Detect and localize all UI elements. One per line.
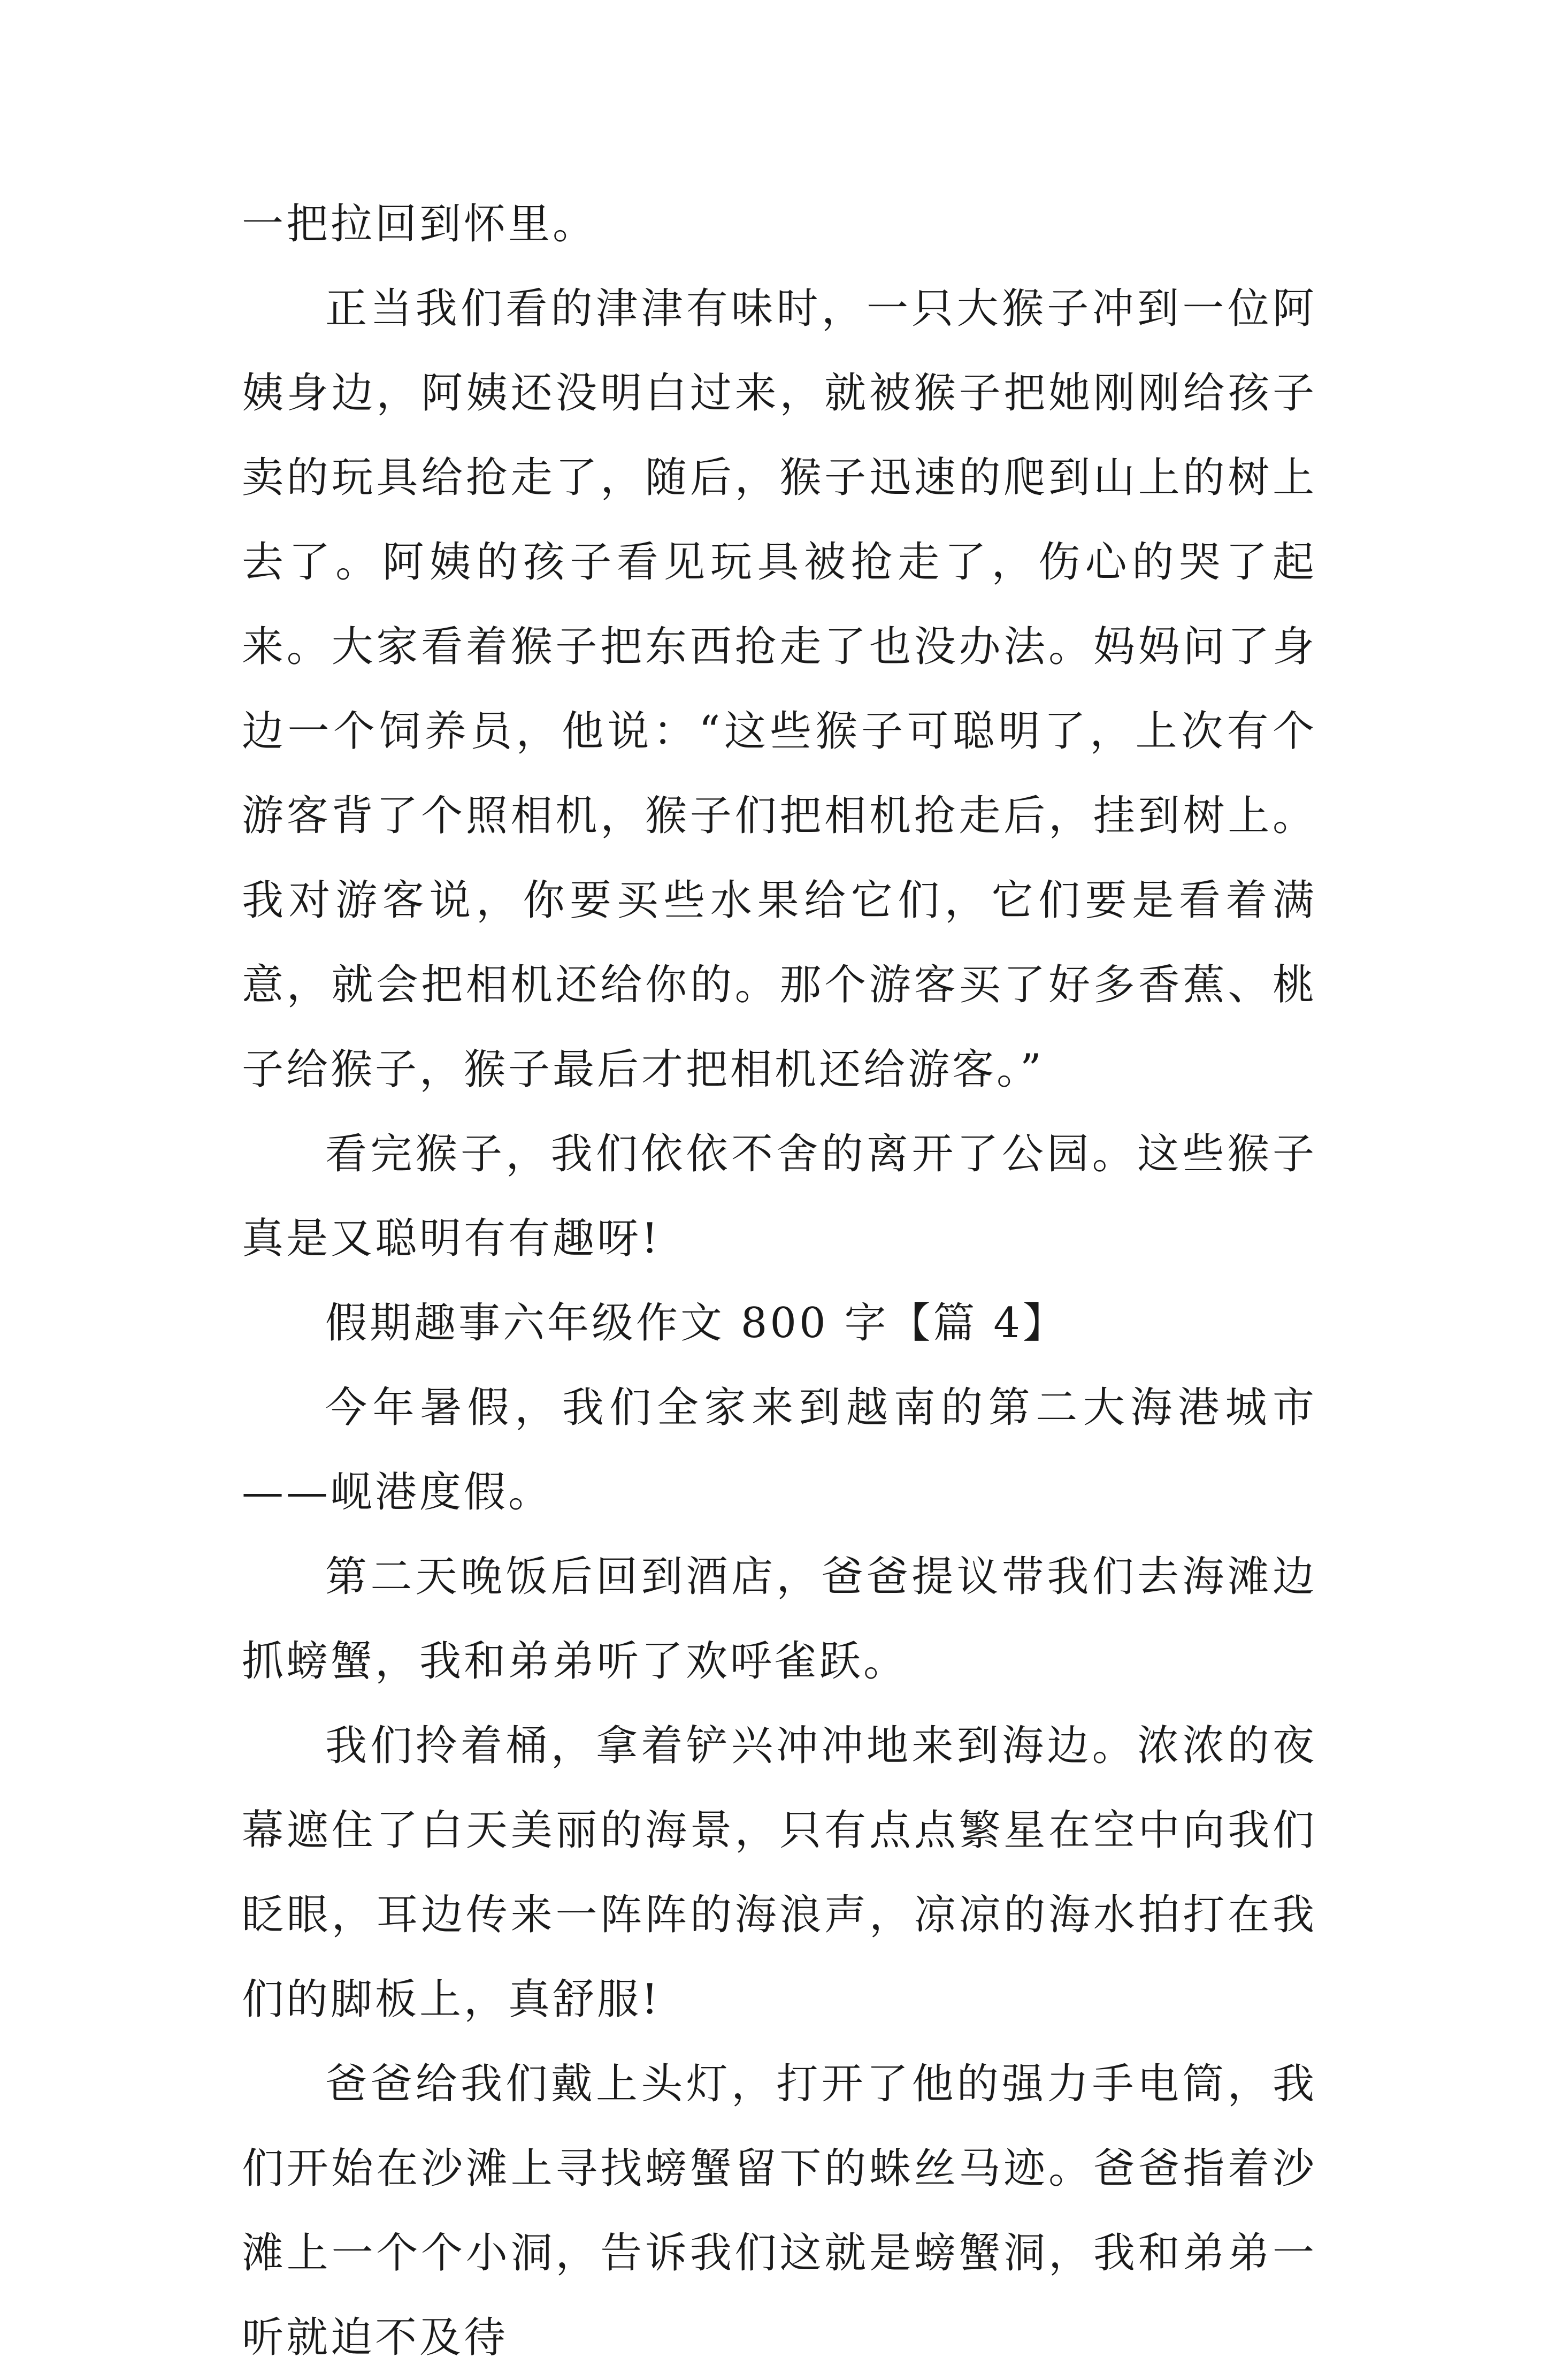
paragraph-monkey-story: 正当我们看的津津有味时，一只大猴子冲到一位阿姨身边，阿姨还没明白过来，就被猴子把她刚刚给孩子卖的玩具给抢走了，随后，猴子迅速的爬到山上的树上去了。阿姨的孩子看见玩具被抢走了，伤心的哭了起来。大家看着猴子把东西抢走了也没办法。妈妈问了身边一个饲养员，他说：“这些猴子可聪明了，上次有个游客背了个照相机，猴子们把相机抢走后，挂到树上。我对游客说，你要买些水果给它们，它们要是看着满意，就会把相机还给你的。那个游客买了好多香蕉、桃子给猴子，猴子最后才把相机还给游客。” <box>242 285 1317 1094</box>
document-body <box>242 182 1317 2380</box>
paragraph-summer-trip: 今年暑假，我们全家来到越南的第二大海港城市——岘港度假。 <box>242 1384 1317 1516</box>
paragraph-crab-hunt: 爸爸给我们戴上头灯，打开了他的强力手电筒，我们开始在沙滩上寻找螃蟹留下的蛛丝马迹。爸爸指着沙滩上一个个小洞，告诉我们这就是螃蟹洞，我和弟弟一听就迫不及待 <box>242 2060 1317 2362</box>
paragraph-beach-night: 我们拎着桶，拿着铲兴冲冲地来到海边。浓浓的夜幕遮住了白天美丽的海景，只有点点繁星在空中向我们眨眼，耳边传来一阵阵的海浪声，凉凉的海水拍打在我们的脚板上，真舒服! <box>242 1722 1317 2024</box>
paragraph-dinner: 第二天晚饭后回到酒店，爸爸提议带我们去海滩边抓螃蟹，我和弟弟听了欢呼雀跃。 <box>242 1553 1317 1685</box>
section-heading: 假期趣事六年级作文 800 字【篇 4】 <box>325 1299 1067 1347</box>
paragraph-continuation: 一把拉回到怀里。 <box>242 200 597 248</box>
paragraph-leaving-park: 看完猴子，我们依依不舍的离开了公园。这些猴子真是又聪明有有趣呀! <box>242 1130 1317 1263</box>
